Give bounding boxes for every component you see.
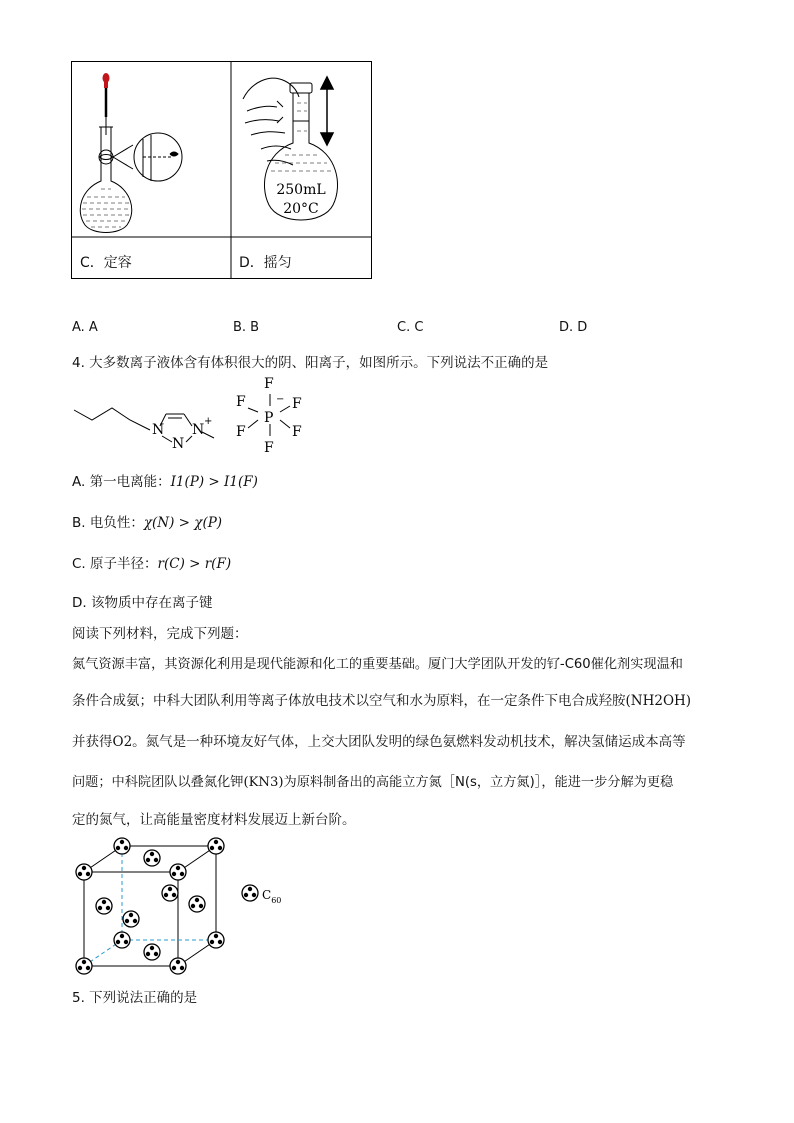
cell-c-label: C．定容 xyxy=(80,255,132,271)
q4-option-d: D. 该物质中存在离子键 xyxy=(72,595,213,611)
minus-charge: − xyxy=(276,394,285,405)
q3-option-b: B. B xyxy=(233,320,260,335)
cell-d-label: D．摇匀 xyxy=(239,255,292,271)
q3-option-a: A. A xyxy=(72,320,98,335)
q5-stem: 5. 下列说法正确的是 xyxy=(72,990,198,1006)
q4-option-b: B. 电负性：χ(N) > χ(P) xyxy=(72,515,223,531)
plus-charge: + xyxy=(204,416,213,427)
c60-legend: $C_{60}$ xyxy=(262,888,282,905)
reading-line-1: 氮气资源丰富，其资源化利用是现代能源和化工的重要基础。厦门大学团队开发的钌-C60催化剂实现温和 xyxy=(72,657,683,672)
q3-option-d: D. D xyxy=(559,320,588,335)
apparatus-table xyxy=(71,61,372,279)
q3-option-c: C. C xyxy=(397,320,424,335)
apparatus-figure xyxy=(71,61,372,279)
p-atom: P xyxy=(264,410,274,426)
n3-atom: N xyxy=(192,422,205,438)
n1-atom: N xyxy=(152,422,165,438)
f-atom-ll: F xyxy=(236,424,246,440)
f-atom-top: F xyxy=(264,376,274,392)
f-atom-lr: F xyxy=(292,424,302,440)
shake-arrow-icon xyxy=(321,77,333,145)
f-atom-bottom: F xyxy=(264,440,274,456)
flask-temp-label: 20°C xyxy=(283,201,319,217)
reading-line-3: 并获得O2。氮气是一种环境友好气体，上交大团队发明的绿色氨燃料发动机技术，解决氢储运成本高等 xyxy=(72,734,686,750)
q4-stem: 4. 大多数离子液体含有体积很大的阴、阳离子，如图所示。下列说法不正确的是 xyxy=(72,355,549,371)
f-atom-ur: F xyxy=(292,396,302,412)
flask-volume-label: 250mL xyxy=(276,182,326,198)
reading-line-5: 定的氮气，让高能量密度材料发展迈上新台阶。 xyxy=(72,812,356,828)
ionic-liquid-structure xyxy=(72,376,312,456)
q4-option-a: A. 第一电离能：I1(P) > I1(F) xyxy=(72,474,258,490)
hand-icon xyxy=(243,78,299,165)
reading-line-4: 问题；中科院团队以叠氮化钾(KN3)为原料制备出的高能立方氮［N(s，立方氮)］，能进一步分解为更稳 xyxy=(72,775,674,790)
reading-line-2: 条件合成氨；中科大团队利用等离子体放电技术以空气和水为原料，在一定条件下电合成羟胺(NH2OH) xyxy=(72,693,692,709)
flask-c-liquid xyxy=(82,189,130,227)
reading-intro: 阅读下列材料，完成下列题： xyxy=(72,626,248,642)
volumetric-flask-c xyxy=(80,127,182,233)
n2-atom: N xyxy=(172,436,185,452)
dropper-icon xyxy=(103,73,110,135)
q4-option-c: C. 原子半径：r(C) > r(F) xyxy=(72,556,232,572)
c60-unit-cell xyxy=(70,832,300,982)
f-atom-ul: F xyxy=(236,394,246,410)
